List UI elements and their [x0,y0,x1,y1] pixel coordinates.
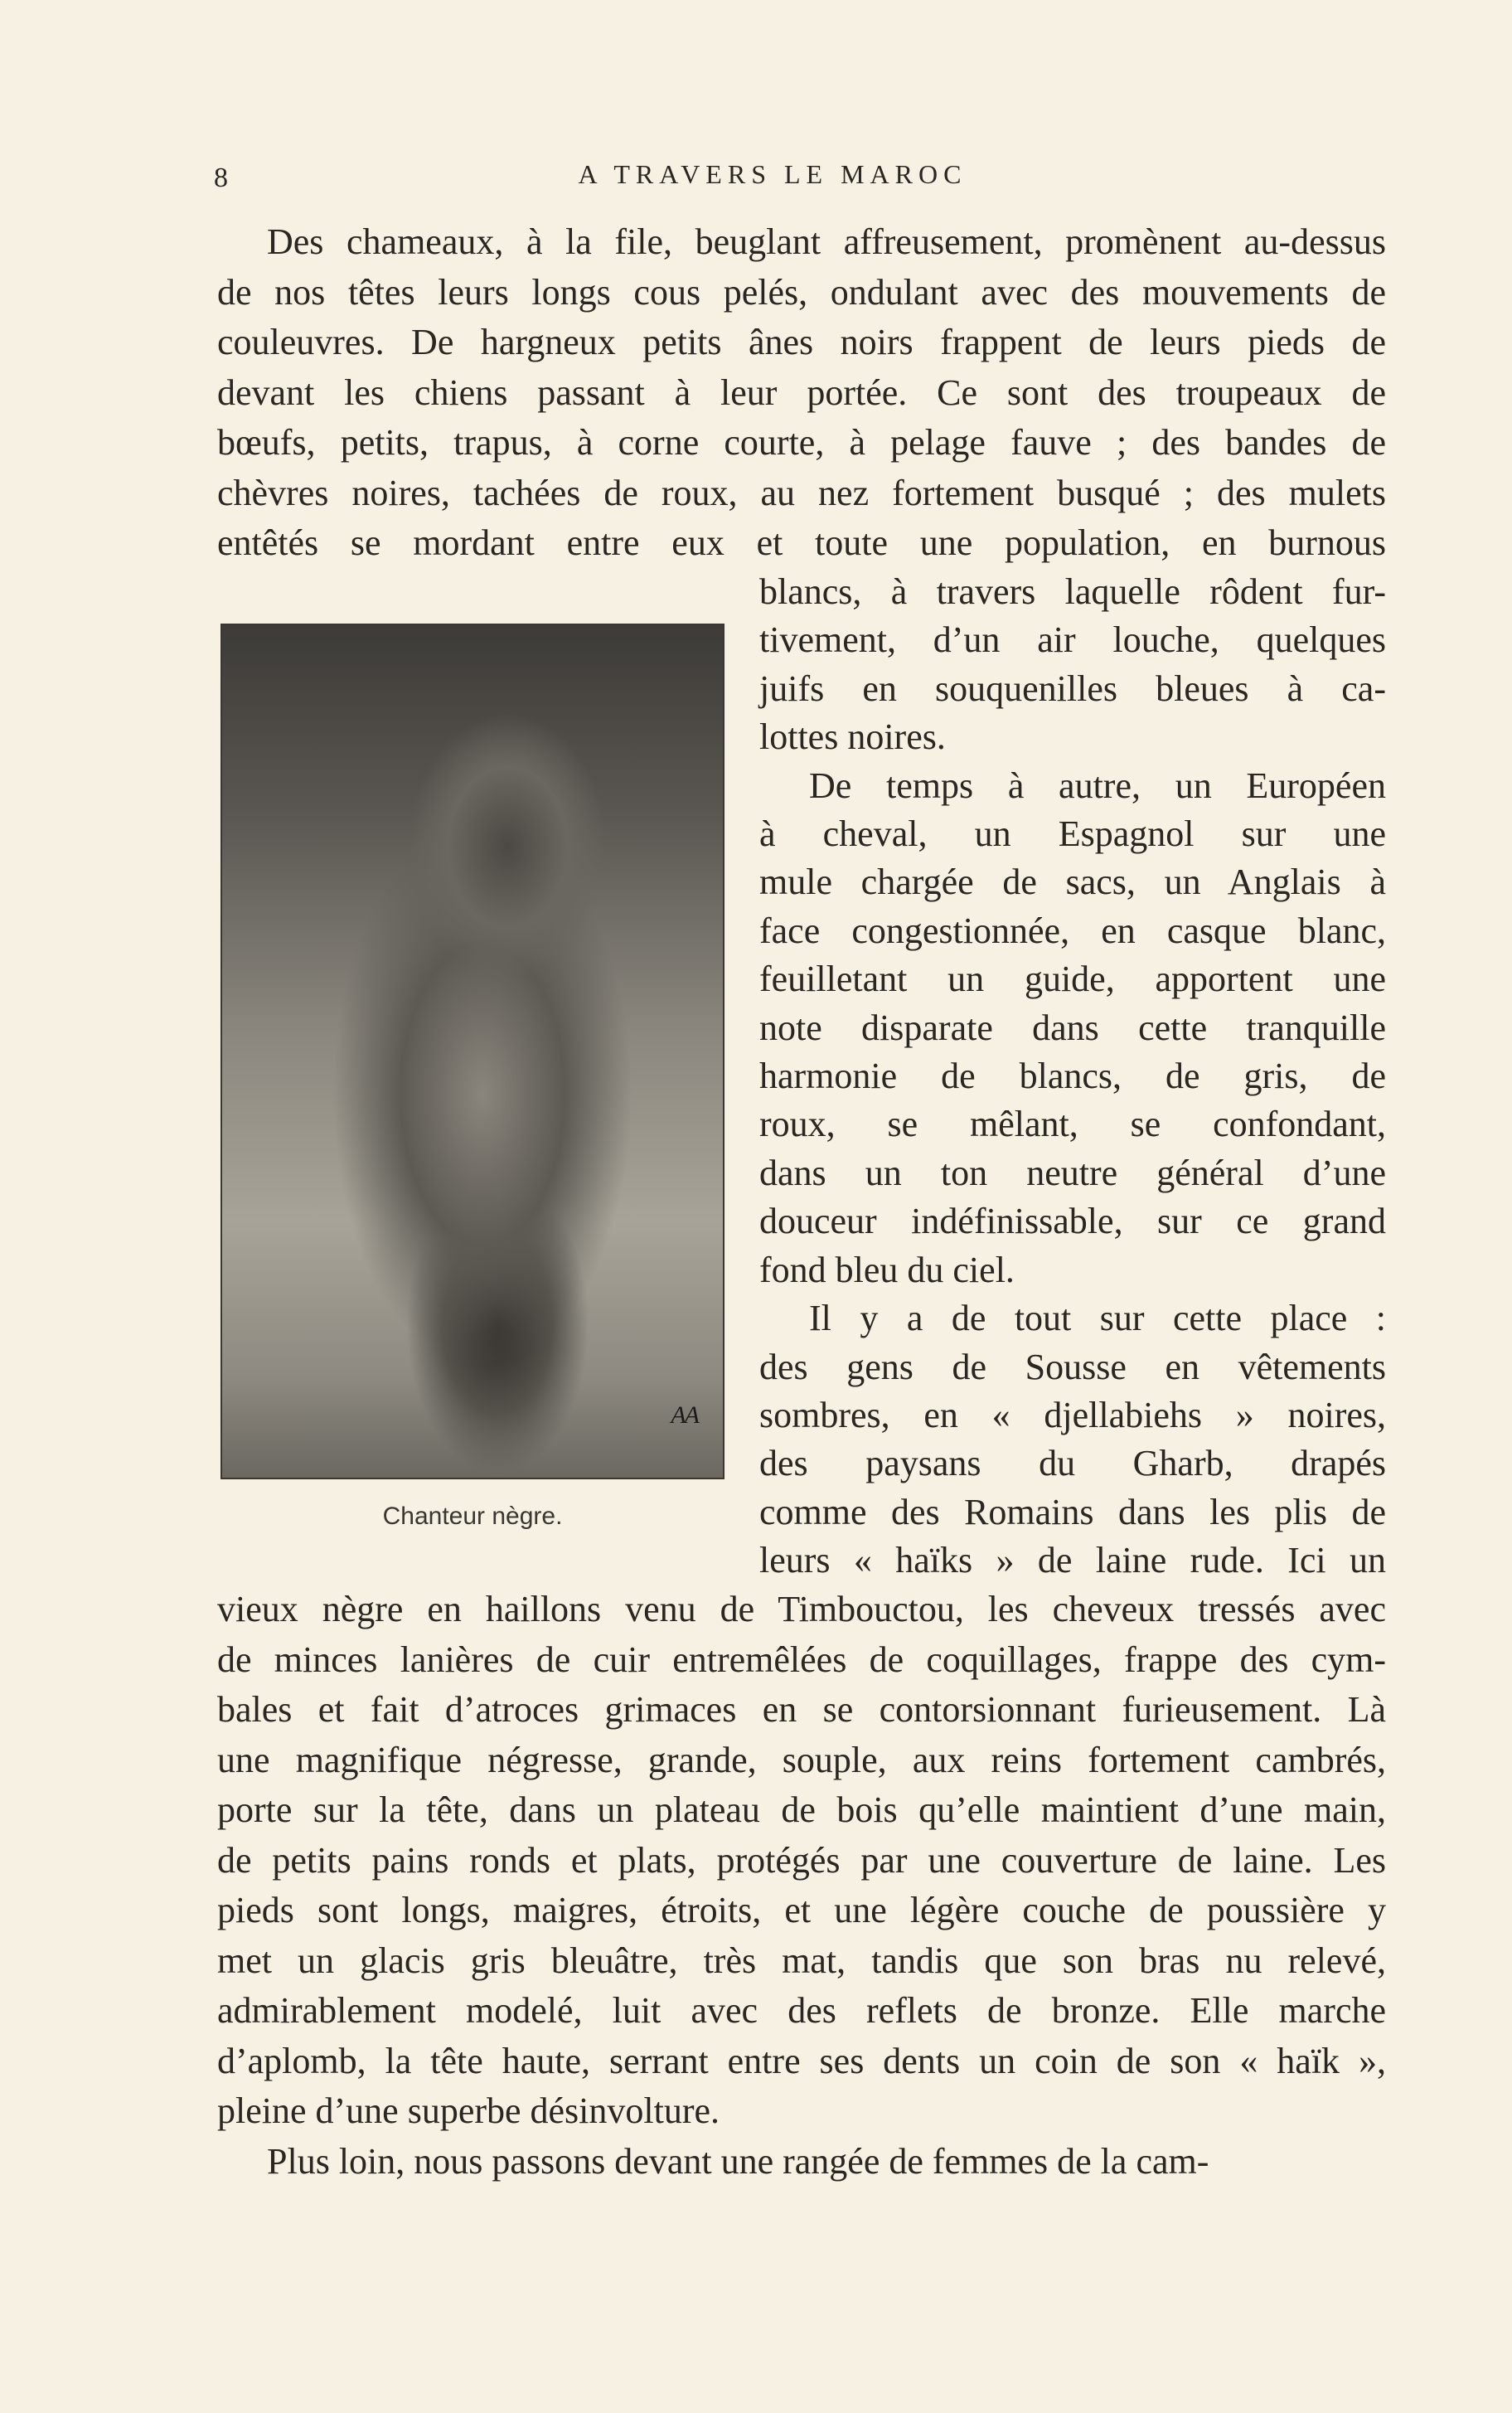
text-line: face congestionnée, en casque blanc, [759,910,1386,951]
text-line: harmonie de blancs, de gris, de [759,1056,1386,1097]
text-line: porte sur la tête, dans un plateau de bois qu’elle maintient d’une main, [217,1789,1386,1830]
text-line: juifs en souquenilles bleues à ca- [759,668,1386,709]
text-line: d’aplomb, la tête haute, serrant entre ses dents un coin de son « haïk », [217,2040,1386,2081]
illustration-chanteur [220,624,724,1479]
text-line: comme des Romains dans les plis de [759,1491,1386,1532]
text-line: des paysans du Gharb, drapés [759,1443,1386,1484]
text-line: met un glacis gris bleuâtre, très mat, tandis que son bras nu relevé, [217,1940,1386,1981]
text-line: leurs « haïks » de laine rude. Ici un [759,1540,1386,1581]
text-line: devant les chiens passant à leur portée. Ce sont des troupeaux de [217,371,1386,413]
running-head: A TRAVERS LE MAROC [578,159,967,189]
artist-monogram: AA [671,1401,698,1429]
text-line: bales et fait d’atroces grimaces en se contorsionnant furieusement. Là [217,1689,1386,1730]
text-line: pieds sont longs, maigres, étroits, et une légère couche de poussière y [217,1890,1386,1930]
text-line: Plus loin, nous passons devant une rangée de femmes de la cam- [267,2140,1209,2182]
page-number: 8 [214,163,229,193]
text-line: de nos têtes leurs longs cous pelés, ondulant avec des mouvements de [217,271,1386,313]
text-line: roux, se mêlant, se confondant, [759,1104,1386,1145]
text-line: pleine d’une superbe désinvolture. [217,2090,720,2131]
text-line: entêtés se mordant entre eux et toute une population, en burnous [217,522,1386,563]
body-text-top [217,217,1386,569]
text-line: de minces lanières de cuir entremêlées de coquillages, frappe des cym- [217,1639,1386,1680]
text-line: fond bleu du ciel. [759,1249,1015,1290]
text-line: Des chameaux, à la file, beuglant affreusement, promènent au-dessus [267,221,1386,262]
text-line: feuilletant un guide, apportent une [759,959,1386,1000]
text-line: tivement, d’un air louche, quelques [759,619,1386,661]
text-line: des gens de Sousse en vêtements [759,1346,1386,1387]
text-line: sombres, en « djellabiehs » noires, [759,1394,1386,1435]
text-line: lottes noires. [759,716,946,758]
text-line: dans un ton neutre général d’une [759,1152,1386,1193]
text-line: mule chargée de sacs, un Anglais à [759,862,1386,903]
body-text-right-column [759,568,1386,1585]
text-line: note disparate dans cette tranquille [759,1007,1386,1048]
text-line: vieux nègre en haillons venu de Timbouctou, les cheveux tressés avec [217,1589,1386,1629]
text-line: blancs, à travers laquelle rôdent fur- [759,571,1386,612]
figure-caption: Chanteur nègre. [382,1503,563,1530]
text-line: couleuvres. De hargneux petits ânes noirs frappent de leurs pieds de [217,322,1386,362]
text-line: bœufs, petits, trapus, à corne courte, à pelage fauve ; des bandes de [217,422,1386,463]
text-line: douceur indéfinissable, sur ce grand [759,1201,1386,1242]
text-line: Il y a de tout sur cette place : [809,1298,1386,1339]
text-line: De temps à autre, un Européen [809,765,1386,806]
text-line: de petits pains ronds et plats, protégés par une couverture de laine. Les [217,1839,1386,1881]
body-text-bottom [217,1585,1386,2187]
text-line: chèvres noires, tachées de roux, au nez fortement busqué ; des mulets [217,472,1386,513]
text-line: admirablement modelé, luit avec des reflets de bronze. Elle marche [217,1990,1386,2031]
text-line: une magnifique négresse, grande, souple, aux reins fortement cambrés, [217,1739,1386,1780]
text-line: à cheval, un Espagnol sur une [759,813,1386,855]
